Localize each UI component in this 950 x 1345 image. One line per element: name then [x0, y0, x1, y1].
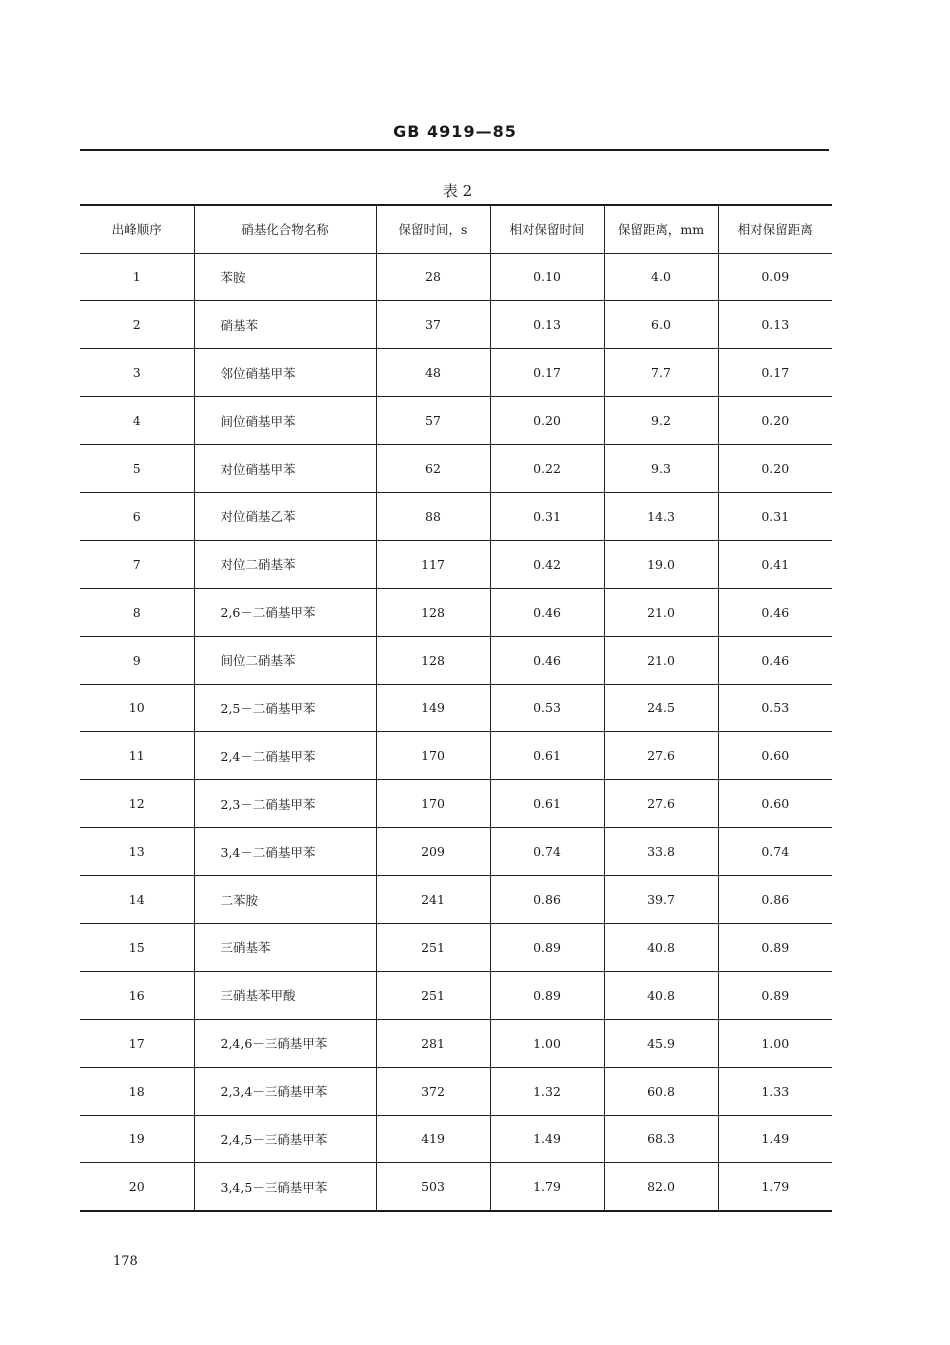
relative-retention-distance-cell: 0.20: [718, 445, 832, 493]
relative-retention-distance-cell: 0.17: [718, 349, 832, 397]
relative-retention-time-cell: 0.22: [490, 445, 604, 493]
peak-order-cell: 19: [80, 1115, 194, 1163]
retention-distance-cell: 33.8: [604, 828, 718, 876]
table-row: [80, 349, 832, 397]
relative-retention-distance-cell: 0.46: [718, 636, 832, 684]
table-header-row: [80, 205, 832, 253]
relative-retention-time-cell: 0.20: [490, 397, 604, 445]
peak-order-cell: 7: [80, 540, 194, 588]
compound-name-cell: 硝基苯: [194, 301, 376, 349]
header-rule: [80, 149, 829, 151]
retention-time-cell: 241: [376, 876, 490, 924]
relative-retention-distance-cell: 1.33: [718, 1067, 832, 1115]
compound-name-cell: 2,4,5－三硝基甲苯: [194, 1115, 376, 1163]
compound-name-cell: 间位硝基甲苯: [194, 397, 376, 445]
peak-order-cell: 15: [80, 923, 194, 971]
retention-distance-cell: 27.6: [604, 732, 718, 780]
compound-name-cell: 三硝基苯甲酸: [194, 971, 376, 1019]
retention-time-cell: 128: [376, 588, 490, 636]
retention-time-cell: 251: [376, 971, 490, 1019]
table-row: [80, 780, 832, 828]
peak-order-cell: 6: [80, 492, 194, 540]
compound-name-cell: 二苯胺: [194, 876, 376, 924]
table-body: [80, 253, 832, 1211]
relative-retention-time-cell: 0.89: [490, 971, 604, 1019]
relative-retention-time-cell: 0.46: [490, 588, 604, 636]
peak-order-cell: 3: [80, 349, 194, 397]
table-row: [80, 876, 832, 924]
retention-time-cell: 48: [376, 349, 490, 397]
retention-time-cell: 128: [376, 636, 490, 684]
retention-distance-cell: 6.0: [604, 301, 718, 349]
retention-distance-cell: 27.6: [604, 780, 718, 828]
relative-retention-time-cell: 0.61: [490, 732, 604, 780]
column-header-retention-distance: 保留距离，mm: [604, 205, 718, 253]
compound-name-cell: 邻位硝基甲苯: [194, 349, 376, 397]
table-row: [80, 397, 832, 445]
relative-retention-time-cell: 1.32: [490, 1067, 604, 1115]
relative-retention-distance-cell: 0.20: [718, 397, 832, 445]
compound-name-cell: 2,3－二硝基甲苯: [194, 780, 376, 828]
relative-retention-time-cell: 0.61: [490, 780, 604, 828]
table-row: [80, 1019, 832, 1067]
table-row: [80, 1163, 832, 1211]
relative-retention-distance-cell: 1.79: [718, 1163, 832, 1211]
relative-retention-time-cell: 0.42: [490, 540, 604, 588]
compound-name-cell: 苯胺: [194, 253, 376, 301]
relative-retention-time-cell: 0.89: [490, 923, 604, 971]
peak-order-cell: 11: [80, 732, 194, 780]
compound-name-cell: 对位硝基乙苯: [194, 492, 376, 540]
relative-retention-distance-cell: 0.41: [718, 540, 832, 588]
table-row: [80, 253, 832, 301]
page-number: 178: [113, 1254, 138, 1269]
relative-retention-distance-cell: 0.46: [718, 588, 832, 636]
relative-retention-time-cell: 0.86: [490, 876, 604, 924]
peak-order-cell: 18: [80, 1067, 194, 1115]
data-table: [80, 204, 832, 1212]
compound-name-cell: 对位硝基甲苯: [194, 445, 376, 493]
retention-time-cell: 372: [376, 1067, 490, 1115]
peak-order-cell: 8: [80, 588, 194, 636]
data-table-container: [80, 204, 832, 1212]
retention-distance-cell: 19.0: [604, 540, 718, 588]
relative-retention-distance-cell: 0.60: [718, 732, 832, 780]
relative-retention-distance-cell: 0.74: [718, 828, 832, 876]
retention-time-cell: 503: [376, 1163, 490, 1211]
peak-order-cell: 13: [80, 828, 194, 876]
relative-retention-time-cell: 0.31: [490, 492, 604, 540]
relative-retention-time-cell: 0.74: [490, 828, 604, 876]
relative-retention-distance-cell: 1.00: [718, 1019, 832, 1067]
retention-distance-cell: 24.5: [604, 684, 718, 732]
relative-retention-distance-cell: 1.49: [718, 1115, 832, 1163]
table-row: [80, 684, 832, 732]
table-caption: 表 2: [442, 182, 473, 200]
relative-retention-distance-cell: 0.09: [718, 253, 832, 301]
table-row: [80, 923, 832, 971]
peak-order-cell: 17: [80, 1019, 194, 1067]
retention-distance-cell: 14.3: [604, 492, 718, 540]
retention-distance-cell: 21.0: [604, 588, 718, 636]
compound-name-cell: 2,6－二硝基甲苯: [194, 588, 376, 636]
compound-name-cell: 3,4－二硝基甲苯: [194, 828, 376, 876]
retention-distance-cell: 39.7: [604, 876, 718, 924]
compound-name-cell: 对位二硝基苯: [194, 540, 376, 588]
retention-distance-cell: 4.0: [604, 253, 718, 301]
retention-distance-cell: 40.8: [604, 971, 718, 1019]
relative-retention-distance-cell: 0.86: [718, 876, 832, 924]
peak-order-cell: 2: [80, 301, 194, 349]
peak-order-cell: 14: [80, 876, 194, 924]
peak-order-cell: 4: [80, 397, 194, 445]
peak-order-cell: 9: [80, 636, 194, 684]
retention-distance-cell: 21.0: [604, 636, 718, 684]
table-row: [80, 588, 832, 636]
column-header-relative-retention-time: 相对保留时间: [490, 205, 604, 253]
standard-code-header: GB 4919—85: [393, 122, 517, 141]
column-header-relative-retention-distance: 相对保留距离: [718, 205, 832, 253]
relative-retention-distance-cell: 0.89: [718, 923, 832, 971]
compound-name-cell: 2,4－二硝基甲苯: [194, 732, 376, 780]
table-row: [80, 828, 832, 876]
table-row: [80, 732, 832, 780]
table-row: [80, 540, 832, 588]
retention-distance-cell: 45.9: [604, 1019, 718, 1067]
table-row: [80, 636, 832, 684]
relative-retention-distance-cell: 0.13: [718, 301, 832, 349]
relative-retention-time-cell: 1.00: [490, 1019, 604, 1067]
column-header-retention-time: 保留时间，s: [376, 205, 490, 253]
table-row: [80, 492, 832, 540]
retention-time-cell: 62: [376, 445, 490, 493]
peak-order-cell: 10: [80, 684, 194, 732]
relative-retention-time-cell: 0.10: [490, 253, 604, 301]
relative-retention-distance-cell: 0.89: [718, 971, 832, 1019]
compound-name-cell: 间位二硝基苯: [194, 636, 376, 684]
retention-distance-cell: 82.0: [604, 1163, 718, 1211]
retention-time-cell: 209: [376, 828, 490, 876]
retention-time-cell: 251: [376, 923, 490, 971]
table-row: [80, 1067, 832, 1115]
retention-distance-cell: 7.7: [604, 349, 718, 397]
retention-time-cell: 170: [376, 780, 490, 828]
retention-time-cell: 37: [376, 301, 490, 349]
relative-retention-time-cell: 0.46: [490, 636, 604, 684]
compound-name-cell: 2,3,4－三硝基甲苯: [194, 1067, 376, 1115]
relative-retention-distance-cell: 0.53: [718, 684, 832, 732]
table-row: [80, 301, 832, 349]
retention-distance-cell: 9.2: [604, 397, 718, 445]
peak-order-cell: 5: [80, 445, 194, 493]
retention-time-cell: 170: [376, 732, 490, 780]
relative-retention-distance-cell: 0.60: [718, 780, 832, 828]
retention-time-cell: 88: [376, 492, 490, 540]
column-header-peak-order: 出峰顺序: [80, 205, 194, 253]
table-row: [80, 1115, 832, 1163]
retention-time-cell: 281: [376, 1019, 490, 1067]
table-row: [80, 445, 832, 493]
peak-order-cell: 12: [80, 780, 194, 828]
compound-name-cell: 3,4,5－三硝基甲苯: [194, 1163, 376, 1211]
compound-name-cell: 三硝基苯: [194, 923, 376, 971]
retention-time-cell: 117: [376, 540, 490, 588]
relative-retention-time-cell: 0.13: [490, 301, 604, 349]
column-header-compound-name: 硝基化合物名称: [194, 205, 376, 253]
peak-order-cell: 20: [80, 1163, 194, 1211]
table-row: [80, 971, 832, 1019]
retention-time-cell: 419: [376, 1115, 490, 1163]
compound-name-cell: 2,4,6－三硝基甲苯: [194, 1019, 376, 1067]
retention-time-cell: 57: [376, 397, 490, 445]
compound-name-cell: 2,5－二硝基甲苯: [194, 684, 376, 732]
peak-order-cell: 1: [80, 253, 194, 301]
relative-retention-time-cell: 0.17: [490, 349, 604, 397]
relative-retention-time-cell: 0.53: [490, 684, 604, 732]
retention-distance-cell: 68.3: [604, 1115, 718, 1163]
relative-retention-time-cell: 1.79: [490, 1163, 604, 1211]
retention-distance-cell: 60.8: [604, 1067, 718, 1115]
retention-time-cell: 28: [376, 253, 490, 301]
relative-retention-distance-cell: 0.31: [718, 492, 832, 540]
relative-retention-time-cell: 1.49: [490, 1115, 604, 1163]
retention-distance-cell: 40.8: [604, 923, 718, 971]
peak-order-cell: 16: [80, 971, 194, 1019]
retention-distance-cell: 9.3: [604, 445, 718, 493]
retention-time-cell: 149: [376, 684, 490, 732]
